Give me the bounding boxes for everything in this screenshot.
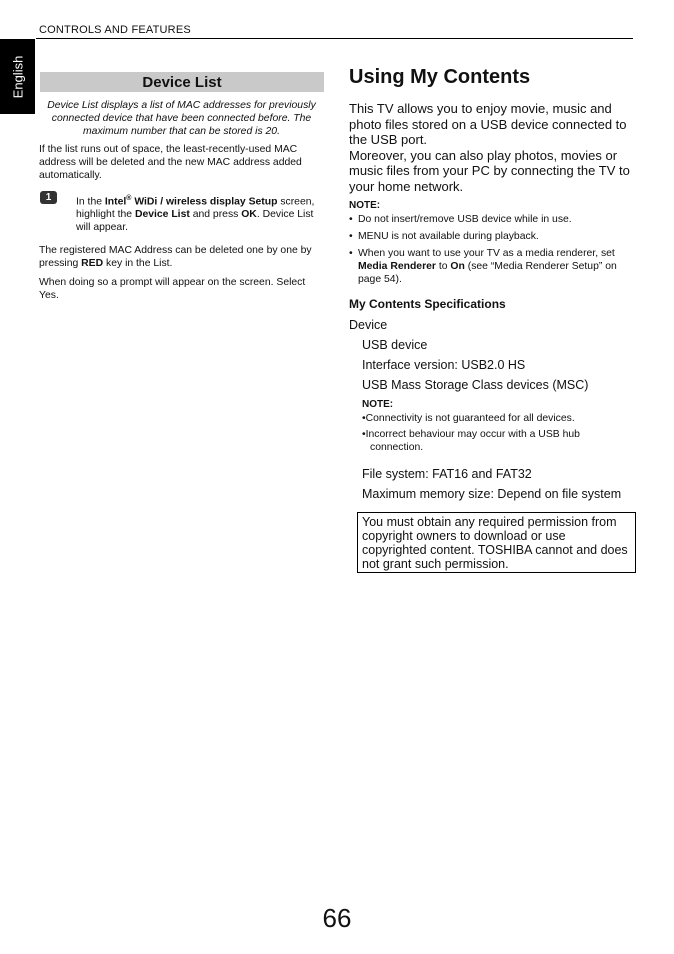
spec-class: USB Mass Storage Class devices (MSC): [362, 378, 589, 392]
p2-text-2: key in the List.: [103, 258, 173, 269]
step-registered-mark: ®: [126, 195, 132, 202]
step-text-1: In the: [76, 196, 105, 208]
language-tab-label: English: [10, 55, 25, 98]
spec-note-list: [362, 412, 632, 457]
note-item: • Do not insert/remove USB device while in use.: [349, 213, 635, 226]
device-list-paragraph-2: [39, 244, 325, 270]
step-device-list: Device List: [134, 209, 190, 221]
note-3-media-renderer: Media Renderer: [358, 261, 436, 272]
note-3-text-3: (see “Media Renderer Setup” on page 54).: [358, 261, 617, 285]
spec-file-system: File system: FAT16 and FAT32: [362, 467, 532, 481]
note-label: NOTE:: [349, 200, 381, 211]
device-list-heading: Device List: [142, 73, 222, 91]
note-3-text-2: to: [435, 261, 451, 272]
device-list-heading-bar: [40, 72, 324, 92]
spec-memory: Maximum memory size: Depend on file system: [362, 487, 622, 501]
copyright-notice-box: You must obtain any required permission from copyright owners to download or use copyrighted content. TOSHIBA cannot and does not grant such permission.: [357, 512, 636, 573]
spec-note-item: •Connectivity is not guaranteed for all devices.: [362, 413, 575, 424]
header-rule: [36, 38, 633, 39]
spec-note-label: NOTE:: [362, 399, 394, 410]
step-widi-setup: WiDi / wireless display Setup: [131, 196, 278, 208]
device-list-paragraph-3: When doing so a prompt will appear on the screen. Select Yes.: [39, 277, 306, 301]
note-item: [349, 247, 635, 286]
spec-interface: Interface version: USB2.0 HS: [362, 358, 526, 372]
specs-heading: My Contents Specifications: [349, 297, 506, 311]
note-item: • MENU is not available during playback.: [349, 230, 635, 243]
spec-device: Device: [349, 318, 388, 332]
step-1-text: [76, 192, 324, 234]
page-title: Using My Contents: [349, 66, 531, 88]
spec-usb-device: USB device: [362, 338, 428, 352]
step-text-2: screen, highlight the: [76, 196, 315, 221]
device-list-paragraph-1: If the list runs out of space, the least-recently-used MAC address will be deleted and the new MAC address added automatically.: [39, 144, 302, 181]
p2-text-1: The registered MAC Address can be deleted one by one by pressing: [39, 245, 312, 269]
step-number-icon: 1: [40, 191, 57, 204]
step-ok: OK: [241, 209, 257, 221]
note-3-text-1: When you want to use your TV as a media renderer, set: [358, 248, 615, 259]
note-list: [349, 213, 635, 290]
step-intel: Intel: [104, 196, 127, 208]
my-contents-intro: [349, 101, 635, 194]
section-header-label: CONTROLS AND FEATURES: [39, 24, 191, 36]
step-text-4: . Device List will appear.: [76, 209, 314, 234]
intro-line-1: This TV allows you to enjoy movie, music and photo files stored on a USB device connected to the USB port.: [349, 101, 627, 147]
device-list-intro: Device List displays a list of MAC addresses for previously connected device that have been connected before. The maximum number that can be stored is 20.: [47, 100, 316, 137]
page-number: 66: [322, 903, 352, 933]
note-3-on: On: [450, 261, 465, 272]
spec-note-item: •Incorrect behaviour may occur with a USB hub connection.: [362, 429, 580, 453]
step-text-3: and press: [189, 209, 242, 221]
language-tab: [0, 39, 35, 114]
intro-line-2: Moreover, you can also play photos, movies or music files from your PC by connecting the TV to your home network.: [349, 147, 630, 194]
p2-red: RED: [81, 258, 104, 269]
